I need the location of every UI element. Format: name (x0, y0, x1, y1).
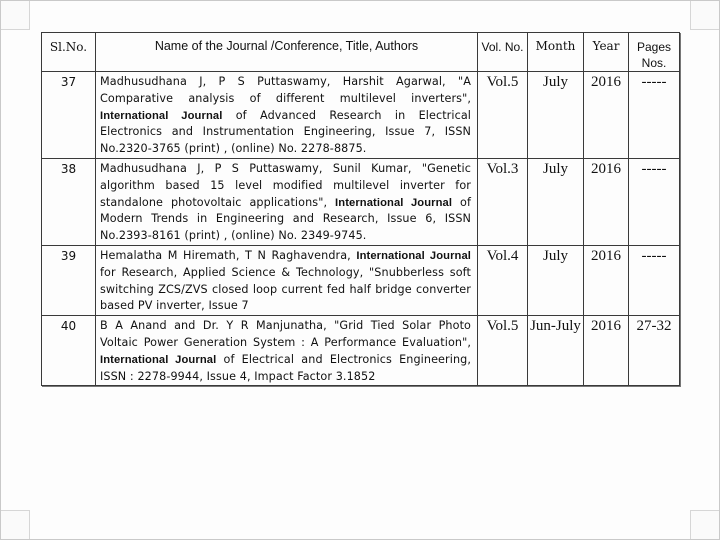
desc-text: of Electrical and Electronics Engineering, ISSN : 2278-9944, Issue 4, Impact Factor 3.1852 (100, 352, 471, 383)
row-description (96, 158, 478, 245)
row-pages: ----- (629, 245, 680, 315)
header-pages: Pages Nos. (629, 33, 680, 72)
row-year: 2016 (584, 316, 629, 386)
row-description (96, 72, 478, 159)
desc-text: of Modern Trends in Engineering and Research, Issue 6, ISSN No.2393-8161 (print) , (online) No. 2349-9745. (100, 195, 471, 243)
table-row (42, 316, 680, 386)
header-vol: Vol. No. (478, 33, 528, 72)
journal-type: International Journal (335, 196, 453, 209)
row-year: 2016 (584, 72, 629, 159)
header-row (42, 33, 680, 72)
journal-type: International Journal (100, 353, 217, 366)
row-vol: Vol.4 (478, 245, 528, 315)
row-year: 2016 (584, 245, 629, 315)
row-pages: ----- (629, 158, 680, 245)
desc-text: of Advanced Research in Electrical Electronics and Instrumentation Engineering, Issue 7, ISSN No.2320-3765 (print) , (online) No. 2278-8875. (100, 108, 471, 156)
row-sl-no: 40 (42, 316, 96, 386)
table-row (42, 158, 680, 245)
corner-decoration (1, 510, 30, 539)
corner-decoration (690, 510, 719, 539)
table-row (42, 245, 680, 315)
desc-text: Madhusudhana J, P S Puttaswamy, Sunil Kumar, "Genetic algorithm based 15 level modified multilevel inverter for standalone photovoltaic applications", (100, 161, 471, 209)
corner-decoration (690, 1, 719, 30)
row-vol: Vol.5 (478, 316, 528, 386)
row-pages: 27-32 (629, 316, 680, 386)
row-year: 2016 (584, 158, 629, 245)
row-month: July (528, 245, 584, 315)
row-vol: Vol.3 (478, 158, 528, 245)
row-month: July (528, 158, 584, 245)
header-name: Name of the Journal /Conference, Title, Authors (96, 33, 478, 72)
row-sl-no: 37 (42, 72, 96, 159)
journal-type: International Journal (356, 249, 471, 262)
desc-text: Madhusudhana J, P S Puttaswamy, Harshit Agarwal, "A Comparative analysis of different multilevel inverters", (100, 75, 471, 105)
row-sl-no: 39 (42, 245, 96, 315)
desc-text: B A Anand and Dr. Y R Manjunatha, "Grid Tied Solar Photo Voltaic Power Generation System : A Performance Evaluation", (100, 319, 471, 349)
desc-text: Hemalatha M Hiremath, T N Raghavendra, (100, 248, 357, 262)
desc-text: for Research, Applied Science & Technology, "Snubberless soft switching ZCS/ZVS closed loop current fed half bridge converter based PV inverter, Issue 7 (100, 265, 471, 313)
row-description (96, 316, 478, 386)
header-sl-no: Sl.No. (42, 33, 96, 72)
journal-type: International Journal (100, 109, 223, 122)
table-row (42, 72, 680, 159)
row-month: July (528, 72, 584, 159)
header-year: Year (584, 33, 629, 72)
row-vol: Vol.5 (478, 72, 528, 159)
header-month: Month (528, 33, 584, 72)
corner-decoration (1, 1, 30, 30)
row-pages: ----- (629, 72, 680, 159)
row-month: Jun-July (528, 316, 584, 386)
row-description (96, 245, 478, 315)
row-sl-no: 38 (42, 158, 96, 245)
publications-table (41, 32, 680, 386)
